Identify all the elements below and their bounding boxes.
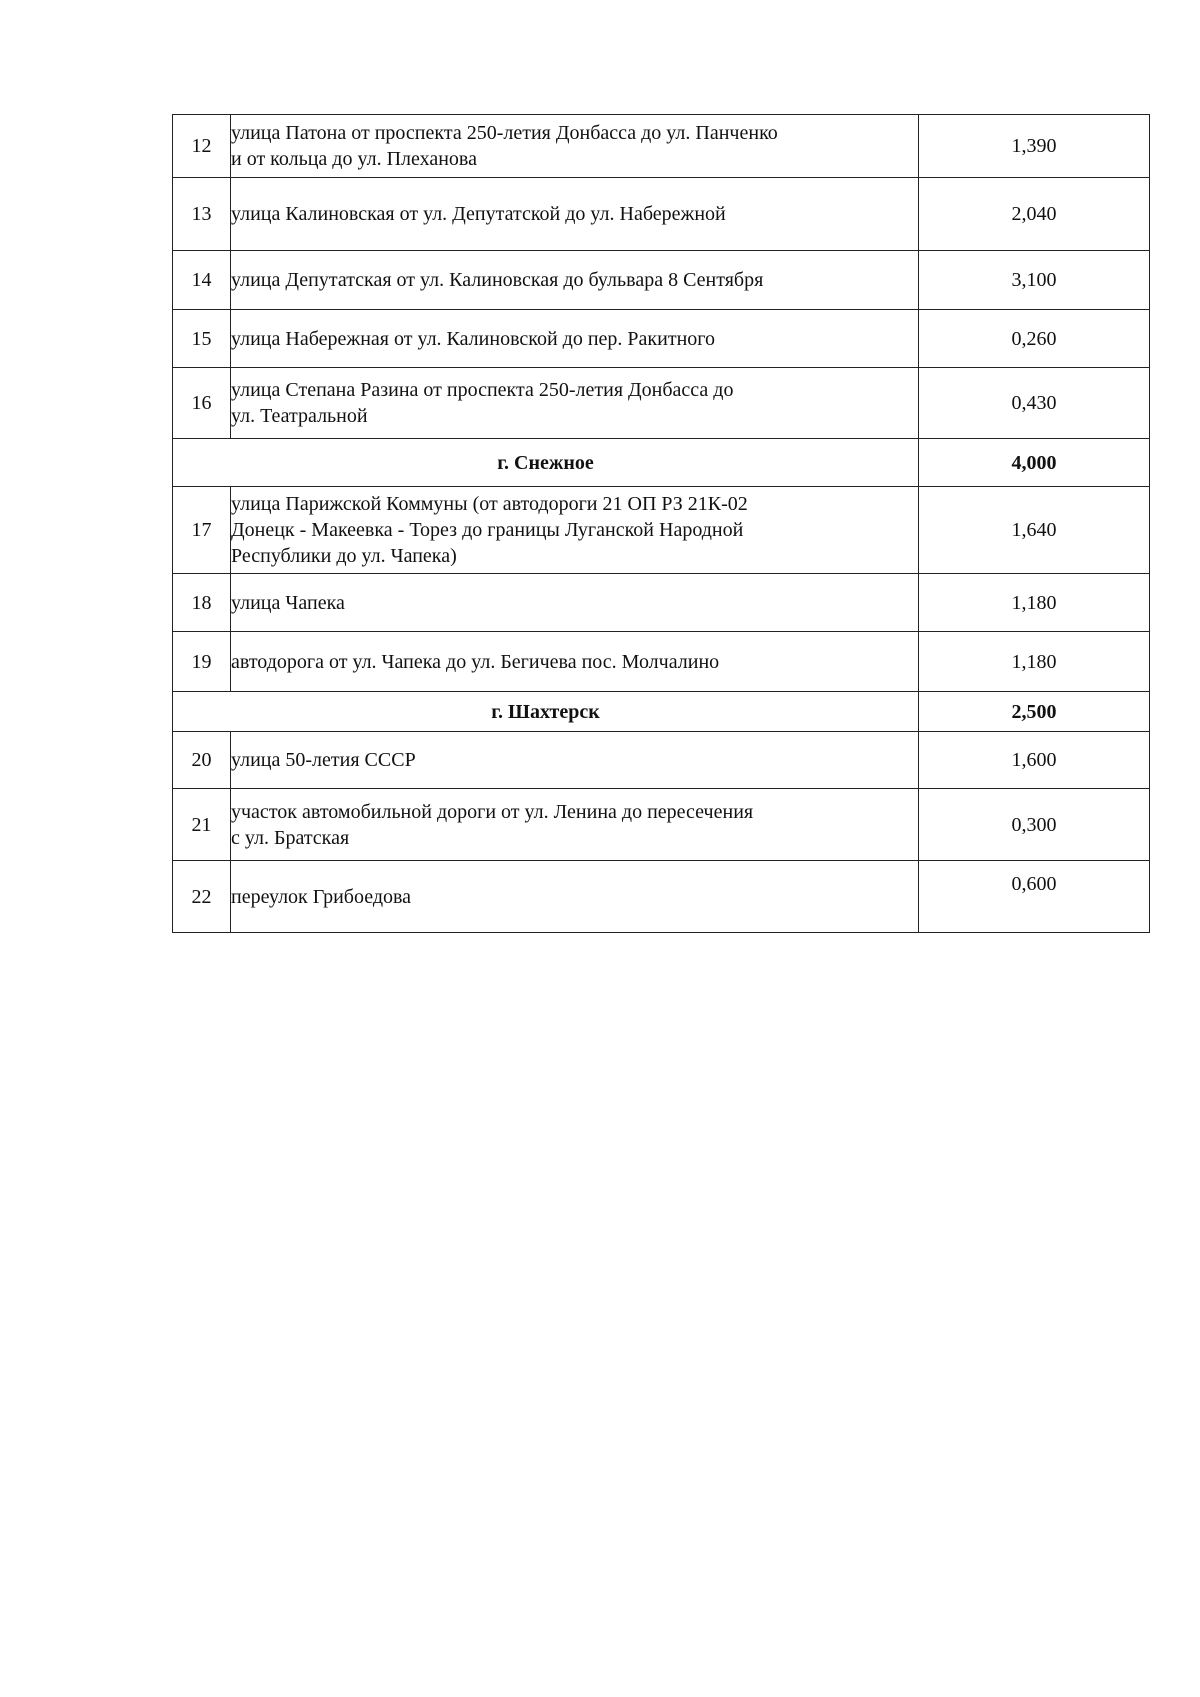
road-name-line: улица Чапека [231,591,345,614]
road-name-line: улица Степана Разина от проспекта 250-летия Донбасса до [231,379,734,401]
road-name-line: ул. Театральной [231,405,368,427]
road-length: 0,260 [919,310,1150,368]
road-name [231,789,919,861]
road-name-line: улица Набережная от ул. Калиновской до пер. Ракитного [231,327,715,350]
road-length: 2,040 [919,178,1150,251]
table-row [173,310,1150,368]
row-number: 22 [173,861,231,933]
row-number: 15 [173,310,231,368]
road-name-line: автодорога от ул. Чапека до ул. Бегичева пос. Молчалино [231,650,720,673]
road-name-line: Донецк - Макеевка - Торез до границы Луганской Народной [231,519,744,541]
roads-table [172,114,1150,933]
table-row [173,732,1150,789]
road-length: 3,100 [919,251,1150,310]
group-row [173,692,1150,732]
road-name-line: с ул. Братская [231,826,350,849]
road-name-line: улица Калиновская от ул. Депутатской до ул. Набережной [231,203,726,225]
row-number: 12 [173,115,231,178]
road-name [231,115,919,178]
road-name [231,574,919,632]
row-number: 19 [173,632,231,692]
road-length: 0,600 [919,861,1150,933]
road-name [231,732,919,789]
road-name [231,368,919,439]
row-number: 16 [173,368,231,439]
road-length: 0,300 [919,789,1150,861]
table-row [173,574,1150,632]
group-row [173,439,1150,487]
group-total: 4,000 [919,439,1150,487]
row-number: 18 [173,574,231,632]
group-title: г. Снежное [173,439,919,487]
row-number: 17 [173,487,231,574]
road-name-line: улица 50-летия СССР [231,749,416,771]
road-length: 1,600 [919,732,1150,789]
road-name-line: улица Депутатская от ул. Калиновская до бульвара 8 Сентября [231,269,764,291]
road-length: 1,180 [919,574,1150,632]
road-name-line: улица Парижской Коммуны (от автодороги 21 ОП РЗ 21К-02 [231,493,748,515]
road-length: 1,180 [919,632,1150,692]
table-row [173,115,1150,178]
table-row [173,178,1150,251]
road-length: 0,430 [919,368,1150,439]
road-name-line: участок автомобильной дороги от ул. Ленина до пересечения [231,800,754,823]
road-name-line: переулок Грибоедова [231,885,412,908]
road-name [231,178,919,251]
group-title: г. Шахтерск [173,692,919,732]
table-row [173,251,1150,310]
road-name-line: Республики до ул. Чапека) [231,545,457,567]
road-name-line: и от кольца до ул. Плеханова [231,148,477,170]
road-name-line: улица Патона от проспекта 250-летия Донбасса до ул. Панченко [231,122,778,144]
road-name [231,861,919,933]
table-row [173,632,1150,692]
road-name [231,251,919,310]
group-total: 2,500 [919,692,1150,732]
row-number: 13 [173,178,231,251]
row-number: 14 [173,251,231,310]
road-name [231,487,919,574]
table-row [173,487,1150,574]
road-length: 1,640 [919,487,1150,574]
road-name [231,632,919,692]
table-row [173,789,1150,861]
table-row [173,861,1150,933]
table-row [173,368,1150,439]
row-number: 21 [173,789,231,861]
road-name [231,310,919,368]
row-number: 20 [173,732,231,789]
road-length: 1,390 [919,115,1150,178]
